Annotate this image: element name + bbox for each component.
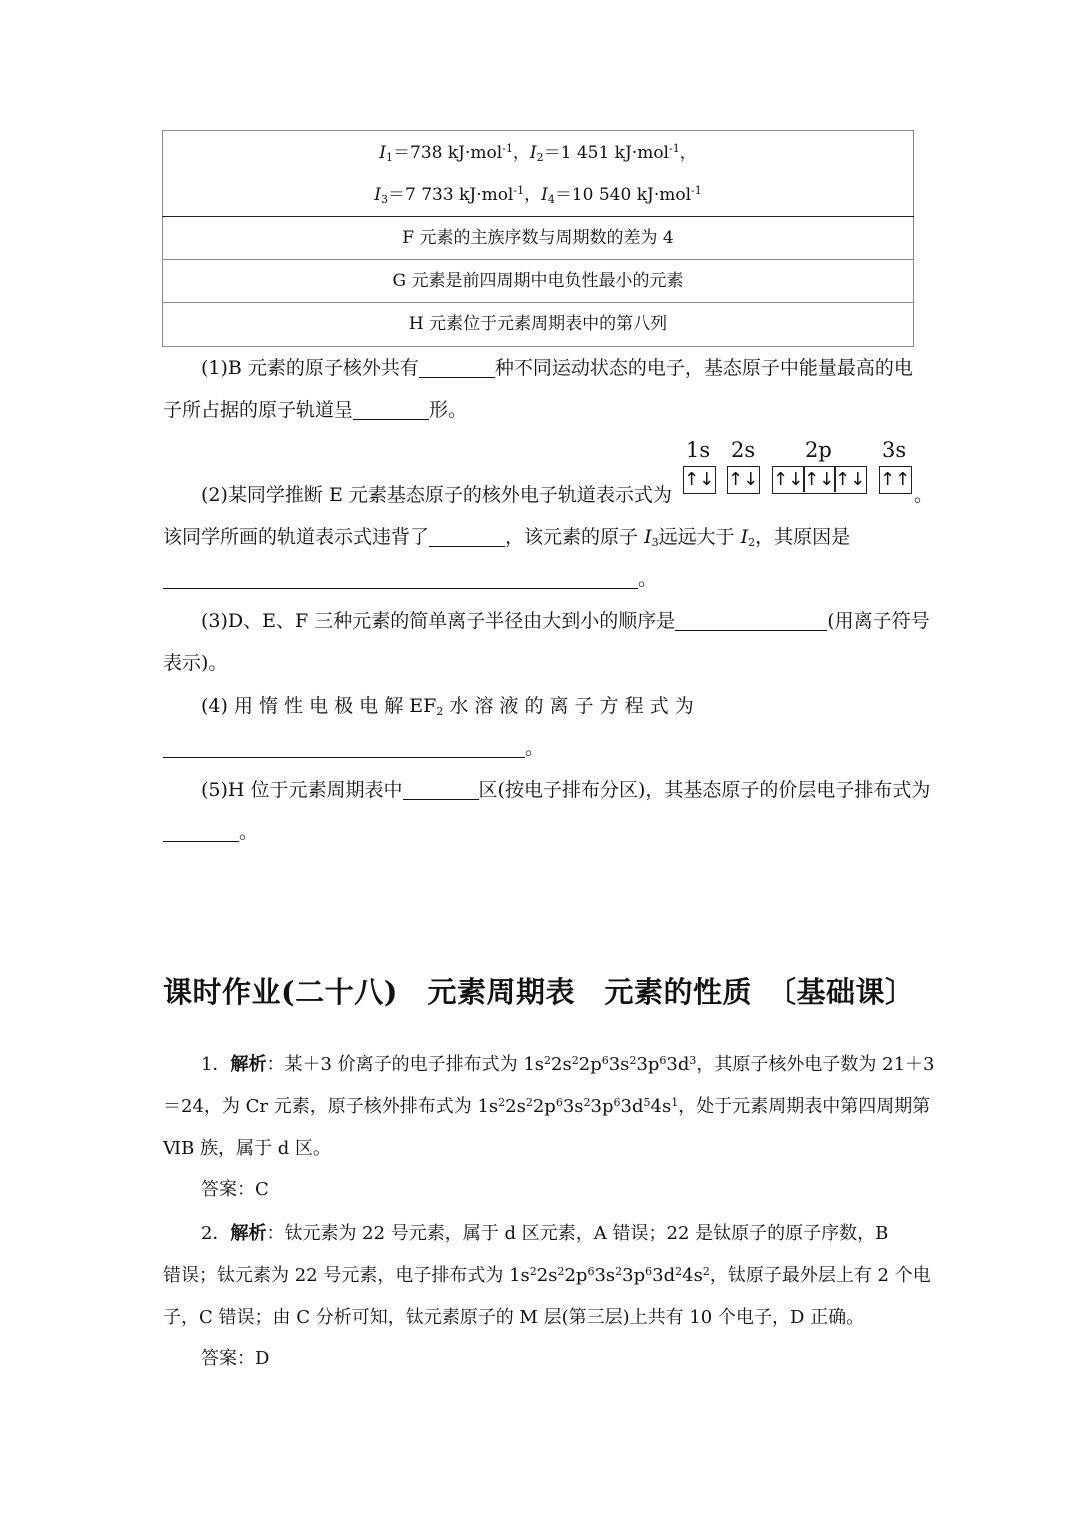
symbol-i2: I xyxy=(529,142,537,163)
answer-2-line-2 xyxy=(163,1263,931,1289)
sup: -1 xyxy=(669,141,680,155)
orbital-box-2s xyxy=(727,466,760,494)
answer-1-result: 答案：C xyxy=(201,1179,269,1200)
orbital-label-2p: 2p xyxy=(805,438,832,462)
label: 解析 xyxy=(230,1223,267,1244)
sup: 6 xyxy=(613,1096,621,1109)
orbital-cell: ↑↓ xyxy=(804,469,835,490)
sup: 6 xyxy=(659,1054,667,1067)
text: ，该元素的原子 xyxy=(505,526,645,548)
ionization-line-2 xyxy=(163,174,913,216)
answer-blank[interactable] xyxy=(403,779,479,800)
sep: ， xyxy=(512,142,530,163)
text: 形。 xyxy=(429,399,468,421)
text: 3p xyxy=(590,1096,614,1117)
label: 解析 xyxy=(230,1054,267,1075)
answer-blank[interactable] xyxy=(419,357,495,378)
question-2-end xyxy=(914,482,934,508)
sup: 2 xyxy=(525,1096,533,1109)
answer-blank[interactable] xyxy=(429,526,505,547)
table-cell: F 元素的主族序数与周期数的差为 4 xyxy=(163,217,914,260)
orbital-label-2s: 2s xyxy=(731,438,756,462)
text: 。 xyxy=(914,484,934,506)
text: ＝24，为 Cr 元素，原子核外排布式为 1s xyxy=(163,1096,499,1117)
element-info-table xyxy=(162,130,914,347)
text: 。 xyxy=(638,568,658,590)
text: (4) 用 惰 性 电 极 电 解 EF xyxy=(201,695,437,717)
sep: ， xyxy=(679,142,697,163)
text: 3d xyxy=(620,1096,644,1117)
text: 子所占据的原子轨道呈 xyxy=(163,399,354,421)
answer-blank[interactable] xyxy=(675,610,827,631)
sup: -1 xyxy=(691,183,702,197)
answer-blank[interactable] xyxy=(353,399,429,420)
text: 3p xyxy=(622,1265,646,1286)
sup: 5 xyxy=(643,1096,651,1109)
sub: 2 xyxy=(436,705,444,718)
question-5-line-1 xyxy=(163,777,953,803)
question-4-line-1 xyxy=(163,693,953,719)
sup: 2 xyxy=(498,1096,506,1109)
orbital-label-1s: 1s xyxy=(686,438,711,462)
sup: 3 xyxy=(689,1054,697,1067)
text: 该同学所画的轨道表示式违背了 xyxy=(163,526,430,548)
text: 3s xyxy=(608,1054,630,1075)
sup: 2 xyxy=(675,1265,683,1278)
orbital-box-1s xyxy=(683,466,716,494)
sup: 2 xyxy=(557,1265,565,1278)
text: ：钛元素为 22 号元素，属于 d 区元素，A 错误；22 是钛原子的原子序数，B xyxy=(266,1223,889,1244)
answer-2-result: 答案：D xyxy=(201,1348,270,1369)
sub: 4 xyxy=(547,192,555,206)
question-3-line-1 xyxy=(163,608,953,634)
value: ＝7 733 kJ·mol xyxy=(387,184,514,205)
text: 2s xyxy=(551,1054,572,1075)
sup: 6 xyxy=(645,1265,653,1278)
text: 3d xyxy=(666,1054,690,1075)
text: 。 xyxy=(525,737,545,759)
sup: 2 xyxy=(629,1054,637,1067)
text: ，钛原子最外层上有 2 个电 xyxy=(709,1265,931,1286)
text: 2p xyxy=(578,1054,602,1075)
ionization-line-1 xyxy=(163,132,913,174)
sup: 2 xyxy=(583,1096,591,1109)
symbol-i3: I xyxy=(644,526,652,548)
question-4-line-2 xyxy=(163,735,915,761)
sub: 3 xyxy=(380,192,388,206)
symbol-i2: I xyxy=(740,526,749,548)
section-heading: 课时作业(二十八) 元素周期表 元素的性质 〔基础课〕 xyxy=(163,975,915,1009)
orbital-label-3s: 3s xyxy=(882,438,907,462)
sep: ， xyxy=(524,184,542,205)
text: 3s xyxy=(562,1096,584,1117)
text: 错误；钛元素为 22 号元素，电子排布式为 1s xyxy=(163,1265,530,1286)
value: ＝738 kJ·mol xyxy=(393,142,503,163)
answer-blank[interactable] xyxy=(163,821,239,842)
sup: 1 xyxy=(671,1096,679,1109)
text: 。 xyxy=(239,821,259,843)
text: 2p xyxy=(564,1265,588,1286)
answer-2-line-1 xyxy=(163,1221,953,1247)
text: 远远大于 xyxy=(658,526,741,548)
orbital-cell: ↑↓ xyxy=(728,469,759,490)
table-row xyxy=(163,303,914,347)
answer-1-line-3: ⅥB 族，属于 d 区。 xyxy=(163,1138,332,1159)
table-row xyxy=(163,131,914,217)
text: 4s xyxy=(650,1096,672,1117)
orbital-cell: ↑↓ xyxy=(773,469,804,490)
table-row xyxy=(163,217,914,260)
question-2-line-2 xyxy=(163,524,915,550)
text: 3d xyxy=(652,1265,676,1286)
sup: -1 xyxy=(513,183,525,197)
orbital-box-3s xyxy=(879,466,912,494)
table-row xyxy=(163,260,914,303)
num: 2． xyxy=(201,1223,231,1244)
answer-blank[interactable] xyxy=(163,737,525,758)
text: 2s xyxy=(505,1096,526,1117)
question-2-line-3 xyxy=(163,566,915,592)
answer-1-line-1 xyxy=(163,1052,953,1078)
sub: 1 xyxy=(386,150,393,164)
question-1-line-2 xyxy=(163,397,915,423)
sup: 2 xyxy=(571,1054,579,1067)
orbital-diagram xyxy=(680,438,915,500)
text: (2)某同学推断 E 元素基态原子的核外电子轨道表示式为 xyxy=(201,484,672,506)
sub: 2 xyxy=(748,536,756,549)
ionization-energy-cell xyxy=(163,131,914,217)
sup: 2 xyxy=(544,1054,552,1067)
text: (1)B 元素的原子核外共有 xyxy=(201,357,419,379)
text: 水 溶 液 的 离 子 方 程 式 为 xyxy=(443,695,694,717)
text: ，其原因是 xyxy=(755,526,851,548)
sup: 2 xyxy=(702,1265,710,1278)
value: ＝10 540 kJ·mol xyxy=(554,184,692,205)
text: 2p xyxy=(532,1096,556,1117)
text: 4s xyxy=(682,1265,703,1286)
text: (5)H 位于元素周期表中 xyxy=(201,779,403,801)
sub: 2 xyxy=(536,150,544,164)
text: 2s xyxy=(536,1265,558,1286)
text: 种不同运动状态的电子，基态原子中能量最高的电 xyxy=(494,357,913,379)
question-1-line-1 xyxy=(163,355,953,381)
text: ，其原子核外电子数为 21＋3 xyxy=(696,1054,935,1075)
sup: 2 xyxy=(529,1265,537,1278)
symbol-i3: I xyxy=(374,184,381,205)
sup: -1 xyxy=(502,141,513,155)
text: (3)D、E、F 三种元素的简单离子半径由大到小的顺序是 xyxy=(201,610,676,632)
orbital-cell: ↑↑ xyxy=(880,469,911,490)
num: 1． xyxy=(201,1054,231,1075)
symbol-i1: I xyxy=(379,142,386,163)
symbol-i4: I xyxy=(541,184,548,205)
text: 区(按电子排布分区)，其基态原子的价层电子排布式为 xyxy=(478,779,931,801)
sup: 6 xyxy=(555,1096,563,1109)
orbital-cell: ↑↓ xyxy=(684,469,715,490)
answer-2-line-3: 子，C 错误；由 C 分析可知，钛元素原子的 M 层(第三层)上共有 10 个电子，D 正确。 xyxy=(163,1307,865,1328)
orbital-cell: ↑↓ xyxy=(835,469,866,490)
text: ，处于元素周期表中第四周期第 xyxy=(678,1096,931,1117)
text: 3p xyxy=(636,1054,660,1075)
sup: 2 xyxy=(615,1265,623,1278)
question-5-line-2 xyxy=(163,819,915,845)
table-cell: H 元素位于元素周期表中的第八列 xyxy=(163,303,914,347)
answer-1-line-2 xyxy=(163,1094,931,1120)
text: (用离子符号 xyxy=(827,610,930,632)
answer-blank[interactable] xyxy=(163,568,638,589)
sub: 3 xyxy=(651,536,659,549)
question-3-line-2 xyxy=(163,650,915,676)
text: 表示)。 xyxy=(163,652,228,674)
text: ：某＋3 价离子的电子排布式为 1s xyxy=(266,1054,545,1075)
table-cell: G 元素是前四周期中电负性最小的元素 xyxy=(163,260,914,303)
value: ＝1 451 kJ·mol xyxy=(543,142,669,163)
orbital-box-2p xyxy=(772,466,867,494)
sup: 6 xyxy=(587,1265,595,1278)
sup: 6 xyxy=(601,1054,609,1067)
text: 3s xyxy=(594,1265,616,1286)
